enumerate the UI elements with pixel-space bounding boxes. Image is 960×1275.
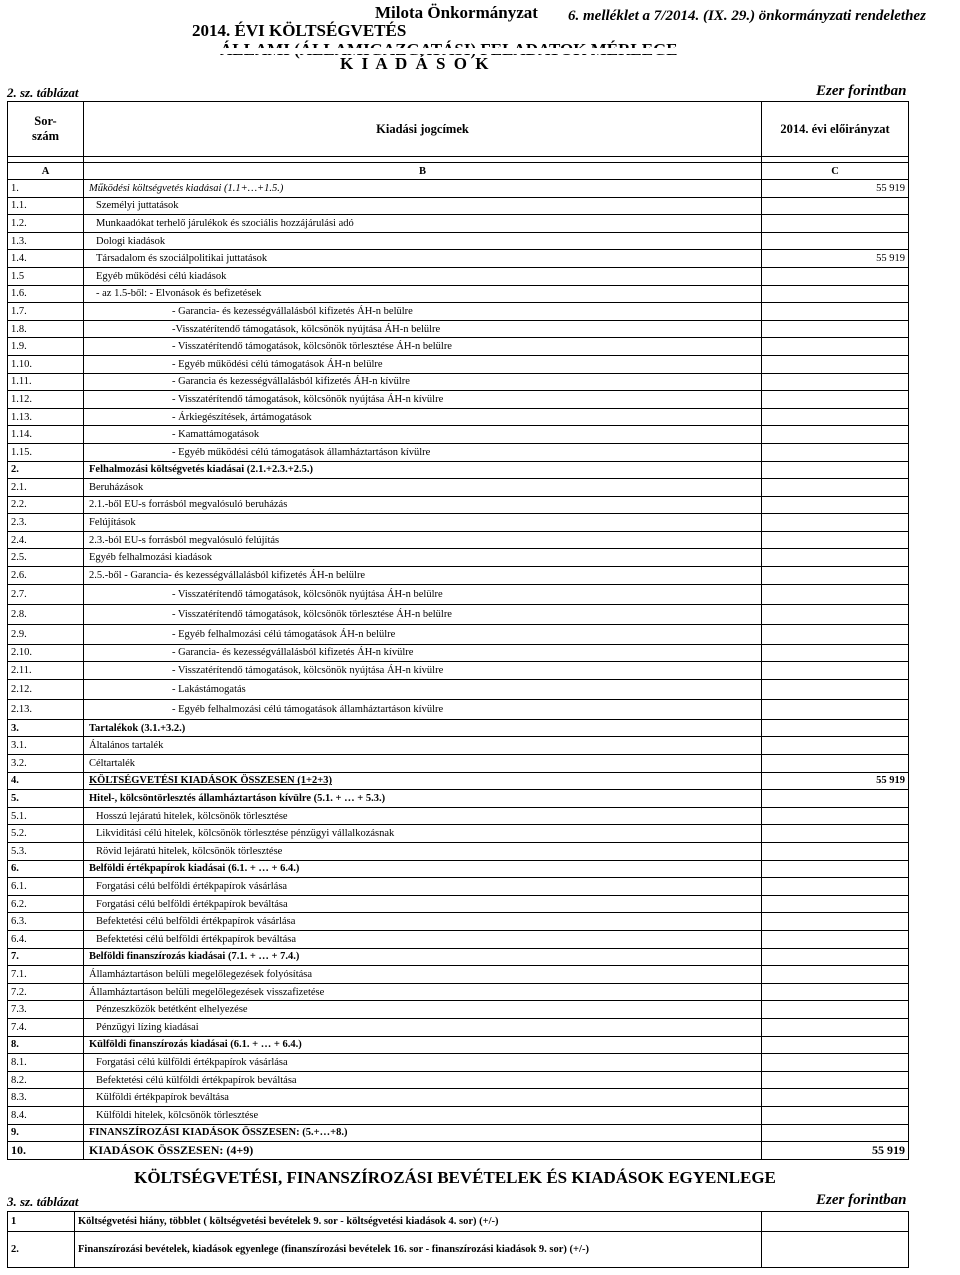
row-value xyxy=(762,584,909,604)
row-number: 7. xyxy=(8,948,84,966)
row-number: 8. xyxy=(8,1036,84,1054)
table-row xyxy=(8,285,909,303)
balance-row xyxy=(8,1212,909,1232)
row-value xyxy=(762,895,909,913)
row-label: Munkaadókat terhelő járulékok és szociális hozzájárulási adó xyxy=(84,215,762,233)
row-value xyxy=(762,624,909,644)
row-number: 2.1. xyxy=(8,479,84,497)
table-row xyxy=(8,843,909,861)
table2-label: 2. sz. táblázat xyxy=(7,85,79,100)
row-label: - Visszatérítendő támogatások, kölcsönök nyújtása ÁH-n belülre xyxy=(84,584,762,604)
table-row xyxy=(8,930,909,948)
row-number: 5.3. xyxy=(8,843,84,861)
row-label: Céltartalék xyxy=(84,755,762,773)
row-value xyxy=(762,966,909,984)
table-row xyxy=(8,267,909,285)
row-label: FINANSZÍROZÁSI KIADÁSOK ÖSSZESEN: (5.+…+8.) xyxy=(84,1124,762,1142)
row-value: 55 919 xyxy=(762,772,909,790)
row-number: 7.2. xyxy=(8,983,84,1001)
row-value xyxy=(762,930,909,948)
row-value xyxy=(762,338,909,356)
row-number: 3. xyxy=(8,719,84,737)
row-value xyxy=(762,878,909,896)
row-number: 6. xyxy=(8,860,84,878)
row-value: 55 919 xyxy=(762,1142,909,1160)
row-label: - Garancia és kezességvállalásból kifizetés ÁH-n kívülre xyxy=(84,373,762,391)
row-value xyxy=(762,373,909,391)
table-row xyxy=(8,860,909,878)
row-number: 9. xyxy=(8,1124,84,1142)
table-row xyxy=(8,443,909,461)
row-number: 6.4. xyxy=(8,930,84,948)
row-value xyxy=(762,679,909,699)
row-label: - Visszatérítendő támogatások, kölcsönök törlesztése ÁH-n belülre xyxy=(84,604,762,624)
table-row xyxy=(8,737,909,755)
row-number: 2.9. xyxy=(8,624,84,644)
table-row xyxy=(8,913,909,931)
table-row xyxy=(8,1106,909,1124)
row-number: 1.9. xyxy=(8,338,84,356)
row-value xyxy=(762,755,909,773)
table-row xyxy=(8,320,909,338)
row-number: 8.2. xyxy=(8,1071,84,1089)
row-number: 2.8. xyxy=(8,604,84,624)
table-row xyxy=(8,895,909,913)
row-number: 2. xyxy=(8,461,84,479)
row-label: Forgatási célú belföldi értékpapírok vásárlása xyxy=(84,878,762,896)
row-value xyxy=(762,1106,909,1124)
row-value: 55 919 xyxy=(762,180,909,198)
row-number: 1.3. xyxy=(8,232,84,250)
row-label: Személyi juttatások xyxy=(84,197,762,215)
row-value xyxy=(762,948,909,966)
row-number: 4. xyxy=(8,772,84,790)
row-value xyxy=(762,479,909,497)
col-letter-b: B xyxy=(84,163,762,180)
row-label: Belföldi értékpapírok kiadásai (6.1. + … + 6.4.) xyxy=(84,860,762,878)
row-number: 1.15. xyxy=(8,443,84,461)
row-value xyxy=(762,1018,909,1036)
row-value xyxy=(762,737,909,755)
row-number: 2.13. xyxy=(8,699,84,719)
row-label: - Egyéb működési célú támogatások államháztartáson kívülre xyxy=(84,443,762,461)
row-value xyxy=(762,285,909,303)
row-label: - Garancia- és kezességvállalásból kifizetés ÁH-n belülre xyxy=(84,303,762,321)
row-number: 2.10. xyxy=(8,644,84,662)
row-label: Pénzügyi lízing kiadásai xyxy=(84,1018,762,1036)
col-header-value: 2014. évi előirányzat xyxy=(762,102,909,157)
row-label: KÖLTSÉGVETÉSI KIADÁSOK ÖSSZESEN (1+2+3) xyxy=(84,772,762,790)
expenditure-title: K I A D Á S O K xyxy=(340,54,491,73)
row-label: Befektetési célú külföldi értékpapírok beváltása xyxy=(84,1071,762,1089)
row-label: Rövid lejáratú hitelek, kölcsönök törlesztése xyxy=(84,843,762,861)
budget-title: 2014. ÉVI KÖLTSÉGVETÉS xyxy=(192,21,407,40)
row-number: 3.2. xyxy=(8,755,84,773)
row-label: Tartalékok (3.1.+3.2.) xyxy=(84,719,762,737)
table-row xyxy=(8,373,909,391)
balance-row-value xyxy=(762,1232,909,1268)
row-label: Államháztartáson belüli megelőlegezések visszafizetése xyxy=(84,983,762,1001)
row-value xyxy=(762,355,909,373)
balance-title-heading: KÖLTSÉGVETÉSI, FINANSZÍROZÁSI BEVÉTELEK ÉS KIADÁSOK EGYENLEGE xyxy=(134,1168,776,1187)
row-label: - Egyéb felhalmozási célú támogatások ÁH-n belülre xyxy=(84,624,762,644)
table-row xyxy=(8,391,909,409)
row-number: 1.14. xyxy=(8,426,84,444)
row-number: 1.8. xyxy=(8,320,84,338)
table-row xyxy=(8,461,909,479)
row-label: - Visszatérítendő támogatások, kölcsönök nyújtása ÁH-n kívülre xyxy=(84,391,762,409)
row-number: 2.11. xyxy=(8,662,84,680)
row-value xyxy=(762,843,909,861)
table-row xyxy=(8,662,909,680)
table-row xyxy=(8,948,909,966)
row-number: 1.13. xyxy=(8,408,84,426)
table-row xyxy=(8,355,909,373)
row-label: Hosszú lejáratú hitelek, kölcsönök törlesztése xyxy=(84,807,762,825)
table-row xyxy=(8,719,909,737)
row-number: 8.1. xyxy=(8,1054,84,1072)
row-value xyxy=(762,825,909,843)
balance-row-label: Finanszírozási bevételek, kiadások egyenlege (finanszírozási bevételek 16. sor - finanszírozási kiadások 9. sor) (+/-) xyxy=(75,1232,762,1268)
row-number: 1.2. xyxy=(8,215,84,233)
row-value xyxy=(762,790,909,808)
table-row xyxy=(8,1018,909,1036)
table-row xyxy=(8,549,909,567)
row-number: 7.4. xyxy=(8,1018,84,1036)
col-header-no: Sor- szám xyxy=(8,102,84,157)
row-label: 2.5.-ből - Garancia- és kezességvállalásból kifizetés ÁH-n belülre xyxy=(84,567,762,585)
balance-table xyxy=(7,1211,909,1268)
row-value xyxy=(762,197,909,215)
row-number: 2.5. xyxy=(8,549,84,567)
table-row xyxy=(8,338,909,356)
row-number: 1.5 xyxy=(8,267,84,285)
table-row xyxy=(8,1036,909,1054)
row-value xyxy=(762,1036,909,1054)
row-number: 7.1. xyxy=(8,966,84,984)
row-label: Dologi kiadások xyxy=(84,232,762,250)
row-value xyxy=(762,1124,909,1142)
row-value xyxy=(762,496,909,514)
row-number: 5.1. xyxy=(8,807,84,825)
balance-row-number: 2. xyxy=(8,1232,75,1268)
row-label: Befektetési célú belföldi értékpapírok beváltása xyxy=(84,930,762,948)
row-value xyxy=(762,1054,909,1072)
table-row xyxy=(8,567,909,585)
table-row xyxy=(8,699,909,719)
row-number: 6.1. xyxy=(8,878,84,896)
row-value xyxy=(762,913,909,931)
row-number: 10. xyxy=(8,1142,84,1160)
table-row xyxy=(8,232,909,250)
row-number: 3.1. xyxy=(8,737,84,755)
table-row xyxy=(8,1001,909,1019)
row-label: Társadalom és szociálpolitikai juttatások xyxy=(84,250,762,268)
table-row xyxy=(8,479,909,497)
row-number: 1. xyxy=(8,180,84,198)
row-label: 2.3.-ból EU-s forrásból megvalósuló felújítás xyxy=(84,531,762,549)
row-label: Likviditási célú hitelek, kölcsönök törlesztése pénzügyi vállalkozásnak xyxy=(84,825,762,843)
row-label: - az 1.5-ből: - Elvonások és befizetések xyxy=(84,285,762,303)
row-value xyxy=(762,549,909,567)
balance-row-label: Költségvetési hiány, többlet ( költségvetési bevételek 9. sor - költségvetési kiadások 4. sor) (+/-) xyxy=(75,1212,762,1232)
table-row xyxy=(8,1054,909,1072)
row-label: Befektetési célú belföldi értékpapírok vásárlása xyxy=(84,913,762,931)
row-number: 1.4. xyxy=(8,250,84,268)
table-row xyxy=(8,514,909,532)
table-row xyxy=(8,408,909,426)
row-label: Belföldi finanszírozás kiadásai (7.1. + … + 7.4.) xyxy=(84,948,762,966)
row-label: Felhalmozási költségvetés kiadásai (2.1.+2.3.+2.5.) xyxy=(84,461,762,479)
annex-reference: 6. melléklet a 7/2014. (IX. 29.) önkormányzati rendelethez xyxy=(568,8,926,24)
table3-unit: Ezer forintban xyxy=(816,1192,907,1208)
row-label: - Egyéb működési célú támogatások ÁH-n belülre xyxy=(84,355,762,373)
row-label: - Árkiegészítések, ártámogatások xyxy=(84,408,762,426)
row-value xyxy=(762,267,909,285)
table-row xyxy=(8,966,909,984)
row-value xyxy=(762,320,909,338)
row-label: Forgatási célú belföldi értékpapírok beváltása xyxy=(84,895,762,913)
table-row xyxy=(8,531,909,549)
row-value xyxy=(762,408,909,426)
row-label: Felújítások xyxy=(84,514,762,532)
row-number: 2.12. xyxy=(8,679,84,699)
row-number: 5.2. xyxy=(8,825,84,843)
table3-label: 3. sz. táblázat xyxy=(7,1194,79,1209)
row-label: Egyéb működési célú kiadások xyxy=(84,267,762,285)
table-row xyxy=(8,1071,909,1089)
table-row xyxy=(8,604,909,624)
table-row xyxy=(8,807,909,825)
col-header-name: Kiadási jogcímek xyxy=(84,102,762,157)
row-number: 7.3. xyxy=(8,1001,84,1019)
row-label: - Visszatérítendő támogatások, kölcsönök nyújtása ÁH-n kívülre xyxy=(84,662,762,680)
row-label: Egyéb felhalmozási kiadások xyxy=(84,549,762,567)
row-number: 6.3. xyxy=(8,913,84,931)
row-number: 8.3. xyxy=(8,1089,84,1107)
row-label: KIADÁSOK ÖSSZESEN: (4+9) xyxy=(84,1142,762,1160)
balance-row-value xyxy=(762,1212,909,1232)
table-row xyxy=(8,180,909,198)
table-row xyxy=(8,1142,909,1160)
row-value xyxy=(762,604,909,624)
row-value xyxy=(762,215,909,233)
table-row xyxy=(8,790,909,808)
row-number: 1.12. xyxy=(8,391,84,409)
row-value: 55 919 xyxy=(762,250,909,268)
table-row xyxy=(8,983,909,1001)
row-value xyxy=(762,699,909,719)
table-row xyxy=(8,644,909,662)
table-row xyxy=(8,679,909,699)
table-row xyxy=(8,303,909,321)
table-row xyxy=(8,584,909,604)
row-label: Forgatási célú külföldi értékpapírok vásárlása xyxy=(84,1054,762,1072)
col-letter-a: A xyxy=(8,163,84,180)
table-row xyxy=(8,878,909,896)
table2-unit: Ezer forintban xyxy=(816,83,907,99)
row-value xyxy=(762,644,909,662)
row-number: 1.11. xyxy=(8,373,84,391)
row-value xyxy=(762,531,909,549)
row-number: 2.4. xyxy=(8,531,84,549)
row-label: Általános tartalék xyxy=(84,737,762,755)
row-value xyxy=(762,860,909,878)
row-label: Pénzeszközök betétként elhelyezése xyxy=(84,1001,762,1019)
table-row xyxy=(8,624,909,644)
row-label: Beruházások xyxy=(84,479,762,497)
row-label: -Visszatérítendő támogatások, kölcsönök nyújtása ÁH-n belülre xyxy=(84,320,762,338)
table-row xyxy=(8,825,909,843)
table-row xyxy=(8,772,909,790)
row-label: - Kamattámogatások xyxy=(84,426,762,444)
row-number: 2.3. xyxy=(8,514,84,532)
row-number: 2.6. xyxy=(8,567,84,585)
row-value xyxy=(762,983,909,1001)
row-label: Hitel-, kölcsöntörlesztés államháztartáson kívülre (5.1. + … + 5.3.) xyxy=(84,790,762,808)
balance-row xyxy=(8,1232,909,1268)
row-number: 5. xyxy=(8,790,84,808)
balance-row-number: 1 xyxy=(8,1212,75,1232)
row-label: Működési költségvetés kiadásai (1.1+…+1.5.) xyxy=(84,180,762,198)
row-value xyxy=(762,391,909,409)
row-value xyxy=(762,719,909,737)
table-row xyxy=(8,1124,909,1142)
row-number: 1.10. xyxy=(8,355,84,373)
row-label: 2.1.-ből EU-s forrásból megvalósuló beruházás xyxy=(84,496,762,514)
org-name: Milota Önkormányzat xyxy=(375,3,538,22)
row-label: Külföldi hitelek, kölcsönök törlesztése xyxy=(84,1106,762,1124)
row-value xyxy=(762,443,909,461)
row-number: 1.6. xyxy=(8,285,84,303)
table-row xyxy=(8,755,909,773)
row-number: 1.1. xyxy=(8,197,84,215)
row-value xyxy=(762,232,909,250)
row-label: - Lakástámogatás xyxy=(84,679,762,699)
expenditure-table xyxy=(7,101,909,1160)
document-header xyxy=(0,0,960,60)
table-row xyxy=(8,496,909,514)
row-number: 2.2. xyxy=(8,496,84,514)
row-label: Külföldi értékpapírok beváltása xyxy=(84,1089,762,1107)
table-row xyxy=(8,250,909,268)
row-value xyxy=(762,461,909,479)
row-value xyxy=(762,807,909,825)
row-value xyxy=(762,514,909,532)
col-letter-c: C xyxy=(762,163,909,180)
row-number: 1.7. xyxy=(8,303,84,321)
row-value xyxy=(762,1071,909,1089)
row-value xyxy=(762,567,909,585)
row-value xyxy=(762,426,909,444)
row-value xyxy=(762,303,909,321)
table-row xyxy=(8,215,909,233)
row-number: 6.2. xyxy=(8,895,84,913)
table-row xyxy=(8,197,909,215)
row-number: 8.4. xyxy=(8,1106,84,1124)
row-label: - Egyéb felhalmozási célú támogatások államháztartáson kívülre xyxy=(84,699,762,719)
row-number: 2.7. xyxy=(8,584,84,604)
row-value xyxy=(762,1089,909,1107)
table-row xyxy=(8,426,909,444)
row-label: Államháztartáson belüli megelőlegezések folyósítása xyxy=(84,966,762,984)
row-label: - Visszatérítendő támogatások, kölcsönök törlesztése ÁH-n belülre xyxy=(84,338,762,356)
row-value xyxy=(762,662,909,680)
row-value xyxy=(762,1001,909,1019)
row-label: - Garancia- és kezességvállalásból kifizetés ÁH-n kívülre xyxy=(84,644,762,662)
table-row xyxy=(8,1089,909,1107)
row-label: Külföldi finanszírozás kiadásai (6.1. + … + 6.4.) xyxy=(84,1036,762,1054)
